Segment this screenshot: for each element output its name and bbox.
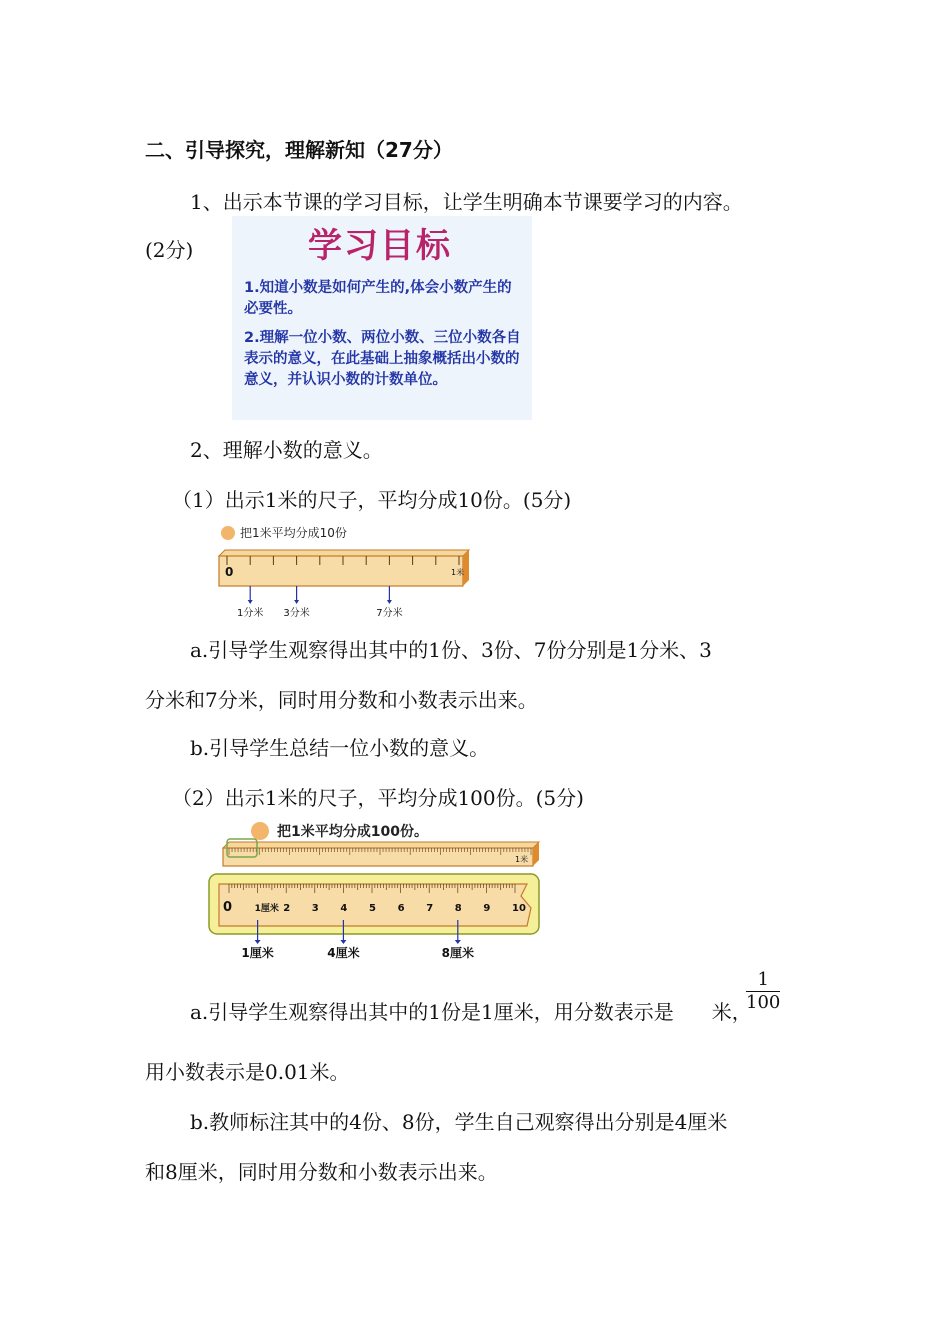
fraction-denominator: 100: [746, 992, 781, 1013]
ruler2-mark-arrowhead: [455, 940, 461, 944]
goals-item-2: 2.理解一位小数、两位小数、三位小数各自表示的意义，在此基础上抽象概括出小数的意义，并认识小数的计数单位。: [244, 330, 521, 388]
zoom-ruler-number: 5: [369, 903, 376, 914]
ruler2-body: [223, 848, 533, 866]
bullet-dot: [251, 822, 269, 840]
ruler1-top-face: [219, 550, 469, 556]
ruler2-mark-label: 1厘米: [241, 946, 274, 960]
ruler1-mark-label: 7分米: [376, 608, 403, 619]
zoom-ruler-number: 10: [512, 903, 526, 914]
ruler-100-parts-image: [205, 816, 545, 962]
part2-b-line2: 和8厘米，同时用分数和小数表示出来。: [145, 1160, 498, 1184]
ruler-10-parts-image: [215, 518, 477, 626]
step2-heading: 2、理解小数的意义。: [190, 438, 383, 462]
ruler1-end-label: 1米: [451, 568, 465, 577]
zoom-ruler-number: 6: [397, 903, 405, 914]
zoom-ruler-number: 0: [223, 900, 233, 915]
ruler1-mark-label: 3分米: [283, 608, 310, 619]
part2-heading: （2）出示1米的尺子，平均分成100份。(5分): [172, 786, 584, 810]
zoom-ruler-number: 1厘米: [254, 904, 279, 914]
ruler2-mark-arrowhead: [340, 940, 346, 944]
ruler1-zero: 0: [225, 565, 234, 579]
ruler2-top-face: [223, 842, 539, 848]
part1-a-line1: a.引导学生观察得出其中的1份、3份、7份分别是1分米、3: [190, 638, 712, 662]
ruler1-mark-arrowhead: [248, 600, 253, 604]
section-title: 二、引导探究，理解新知（27分）: [145, 138, 453, 162]
part1-b: b.引导学生总结一位小数的意义。: [190, 736, 490, 760]
part2-a-text: a.引导学生观察得出其中的1份是1厘米，用分数表示是: [190, 1000, 674, 1024]
learning-goals-image: [232, 216, 532, 420]
goals-title: 学习目标: [308, 226, 452, 266]
ruler2-end-label: 1米: [515, 855, 529, 864]
part2-a-line2: 用小数表示是0.01米。: [145, 1060, 350, 1084]
bullet-dot: [221, 526, 235, 540]
zoom-ruler-number: 4: [340, 903, 348, 914]
step1-line2: (2分): [145, 238, 194, 262]
goals-item-1: 1.知道小数是如何产生的,体会小数产生的必要性。: [244, 280, 512, 317]
part1-a-line2: 分米和7分米，同时用分数和小数表示出来。: [145, 688, 538, 712]
ruler2-caption: 把1米平均分成100份。: [277, 824, 428, 840]
zoom-ruler-number: 7: [426, 903, 434, 914]
zoom-ruler-number: 8: [454, 903, 462, 914]
part2-a-line1: [190, 1000, 752, 1024]
ruler2-mark-arrowhead: [255, 940, 261, 944]
ruler2-mark-label: 4厘米: [327, 946, 360, 960]
ruler1-caption: 把1米平均分成10份: [240, 526, 347, 540]
zoom-ruler-number: 9: [483, 903, 491, 914]
fraction-numerator: 1: [757, 969, 769, 990]
ruler1-marks: [237, 586, 403, 619]
part1-heading: （1）出示1米的尺子，平均分成10份。(5分): [172, 488, 572, 512]
step1-line1: 1、出示本节课的学习目标，让学生明确本节课要学习的内容。: [190, 190, 743, 214]
ruler1-mark-label: 1分米: [237, 608, 264, 619]
ruler1-mark-arrowhead: [387, 600, 392, 604]
part2-a-text-unit: 米，: [711, 1000, 752, 1024]
ruler2-mark-label: 8厘米: [441, 946, 474, 960]
ruler1-body: [219, 556, 463, 586]
ruler1-mark-arrowhead: [294, 600, 299, 604]
part2-b-line1: b.教师标注其中的4份、8份，学生自己观察得出分别是4厘米: [190, 1110, 728, 1134]
fraction-one-hundredth: [746, 970, 780, 1013]
zoom-ruler-number: 2: [283, 903, 291, 914]
zoom-ruler-number: 3: [311, 903, 319, 914]
